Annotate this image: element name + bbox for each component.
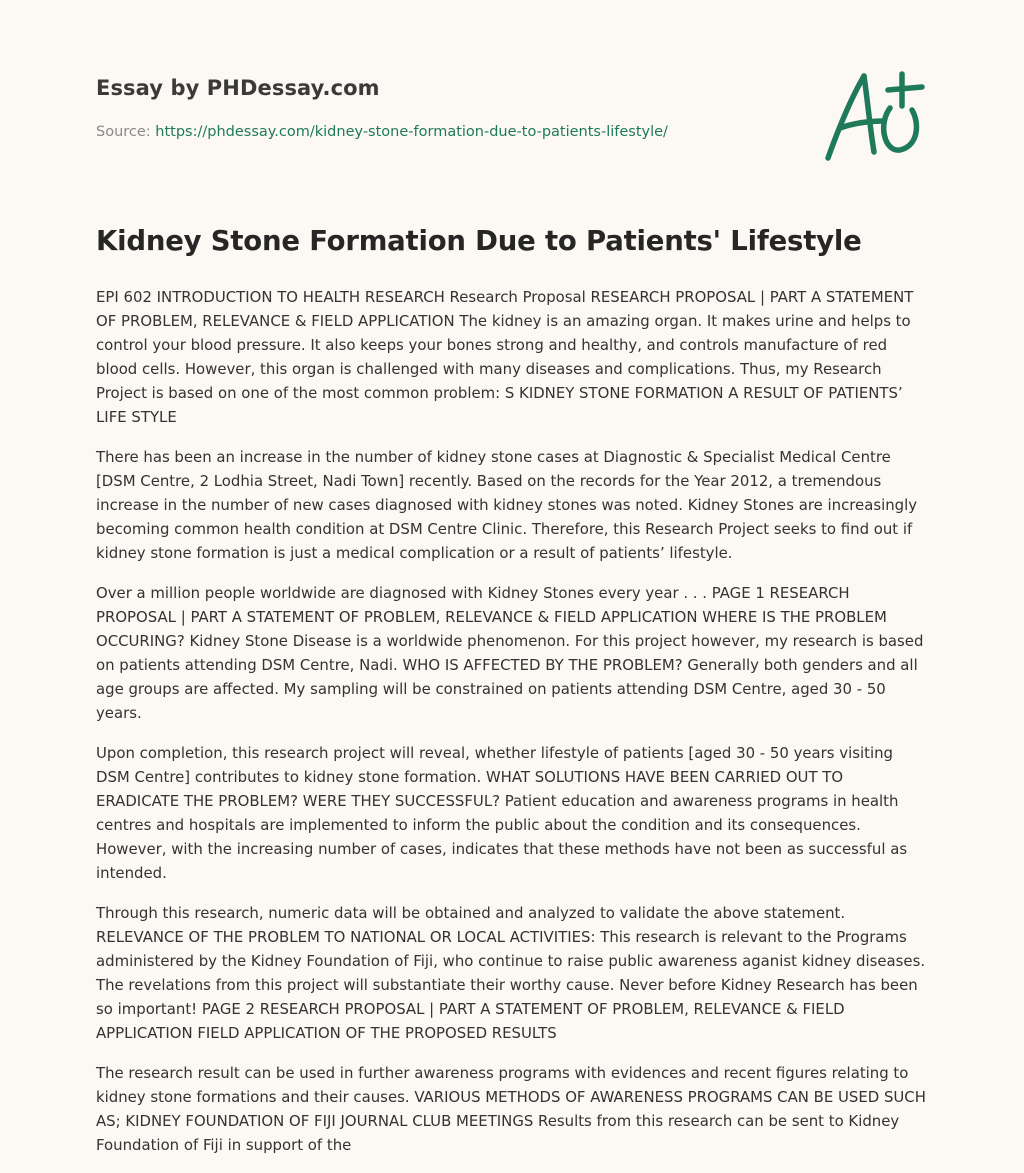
paragraph: Through this research, numeric data will be obtained and analyzed to validate the above statement. RELEVANCE OF THE PROBLEM TO NATIONAL OR LOCAL ACTIVITIES: This research is relevant to the Programs administered by the Kidney Foundation of Fiji, who continue to raise public awareness aganist kidney diseases. The revelations from this project will substantiate their worthy cause. Never before Kidney Research has been so important! PAGE 2 RESEARCH PROPOSAL | PART A STATEMENT OF PROBLEM, RELEVANCE & FIELD APPLICATION FIELD APPLICATION OF THE PROPOSED RESULTS xyxy=(96,904,926,1042)
paragraph: EPI 602 INTRODUCTION TO HEALTH RESEARCH Research Proposal RESEARCH PROPOSAL | PART A STATEMENT OF PROBLEM, RELEVANCE & FIELD APPLICATION The kidney is an amazing organ. It makes urine and helps to control your blood pressure. It also keeps your bones strong and healthy, and controls manufacture of red blood cells. However, this organ is challenged with many diseases and complications. Thus, my Research Project is based on one of the most common problem: S KIDNEY STONE FORMATION A RESULT OF PATIENTS’ LIFE STYLE xyxy=(96,288,914,426)
paragraph: There has been an increase in the number of kidney stone cases at Diagnostic & Specialist Medical Centre [DSM Centre, 2 Lodhia Street, Nadi Town] recently. Based on the records for the Year 2012, a tremendous increase in the number of new cases diagnosed with kidney stones was noted. Kidney Stones are increasingly becoming common health condition at DSM Centre Clinic. Therefore, this Research Project seeks to find out if kidney stone formation is just a medical complication or a result of patients’ lifestyle. xyxy=(96,448,918,562)
source-label: Source: xyxy=(96,124,151,140)
paragraph: Over a million people worldwide are diagnosed with Kidney Stones every year . . . PAGE 1 RESEARCH PROPOSAL | PART A STATEMENT OF PROBLEM, RELEVANCE & FIELD APPLICATION WHERE IS THE PROBLEM OCCURING? Kidney Stone Disease is a worldwide phenomenon. For this project however, my research is based on patients attending DSM Centre, Nadi. WHO IS AFFECTED BY THE PROBLEM? Generally both genders and all age groups are affected. My sampling will be constrained on patients attending DSM Centre, aged 30 - 50 years. xyxy=(96,584,924,722)
a-plus-logo-icon xyxy=(822,66,926,166)
source-line xyxy=(96,124,668,140)
essay-body xyxy=(96,285,928,1173)
source-link[interactable]: https://phdessay.com/kidney-stone-formation-due-to-patients-lifestyle/ xyxy=(155,124,668,140)
essay-title: Kidney Stone Formation Due to Patients' Lifestyle xyxy=(96,225,862,257)
paragraph: The research result can be used in further awareness programs with evidences and recent figures relating to kidney stone formations and their causes. VARIOUS METHODS OF AWARENESS PROGRAMS CAN BE USED SUCH AS; KIDNEY FOUNDATION OF FIJI JOURNAL CLUB MEETINGS Results from this research can be sent to Kidney Foundation of Fiji in support of the xyxy=(96,1064,926,1154)
site-brand: Essay by PHDessay.com xyxy=(96,76,380,100)
paragraph: Upon completion, this research project will reveal, whether lifestyle of patients [aged 30 - 50 years visiting DSM Centre] contributes to kidney stone formation. WHAT SOLUTIONS HAVE BEEN CARRIED OUT TO ERADICATE THE PROBLEM? WERE THEY SUCCESSFUL? Patient education and awareness programs in health centres and hospitals are implemented to inform the public about the condition and its consequences. However, with the increasing number of cases, indicates that these methods have not been as successful as intended. xyxy=(96,744,908,882)
